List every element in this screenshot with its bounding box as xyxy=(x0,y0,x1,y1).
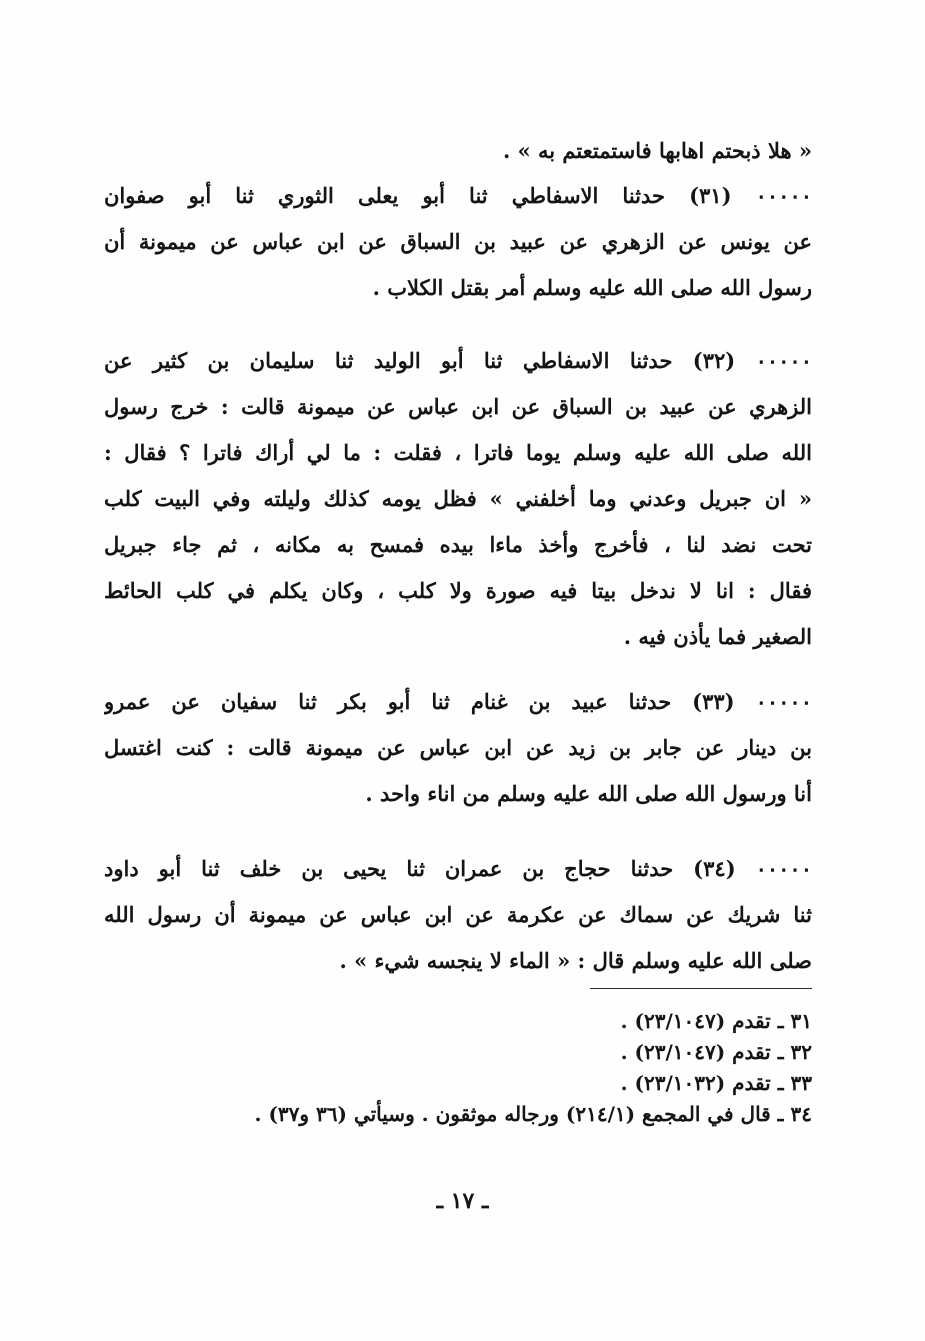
footnote-31: ٣١ ـ تقدم (٢٣/١٠٤٧) . xyxy=(620,1009,812,1033)
footnote-33: ٣٣ ـ تقدم (٢٣/١٠٣٢) . xyxy=(620,1071,812,1095)
text-line: « ان جبريل وعدني وما أخلفني » فظل يومه كذلك وليلته وفي البيت كلب xyxy=(104,486,812,511)
text-line: الصغير فما يأذن فيه . xyxy=(623,624,812,649)
paragraph-hadith-31 xyxy=(104,173,812,311)
text-line: ٠٠٠٠٠ (٣٤) حدثنا حجاج بن عمران ثنا يحيى بن خلف ثنا أبو داود xyxy=(104,856,812,881)
paragraph-hadith-32 xyxy=(104,338,812,660)
footnotes xyxy=(140,1006,812,1130)
paragraph-continuation xyxy=(104,128,812,174)
text-line: ٠٠٠٠٠ (٣١) حدثنا الاسفاطي ثنا أبو يعلى الثوري ثنا أبو صفوان xyxy=(104,183,812,208)
text-line: الزهري عن عبيد بن السباق عن ابن عباس عن ميمونة قالت : خرج رسول xyxy=(104,394,812,419)
text-line: الله صلى الله عليه وسلم يوما فاترا ، فقلت : ما لي أراك فاترا ؟ فقال : xyxy=(104,440,812,465)
text-line: فقال : انا لا ندخل بيتا فيه صورة ولا كلب ، وكان يكلم في كلب الحائط xyxy=(104,578,812,603)
footnote-separator xyxy=(590,988,812,989)
text-line: صلى الله عليه وسلم قال : « الماء لا ينجسه شيء » . xyxy=(339,948,812,973)
text-line: تحت نضد لنا ، فأخرج وأخذ ماءا بيده فمسح به مكانه ، ثم جاء جبريل xyxy=(104,532,812,557)
text-line: رسول الله صلى الله عليه وسلم أمر بقتل الكلاب . xyxy=(372,275,812,300)
footnote-34: ٣٤ ـ قال في المجمع (٢١٤/١) ورجاله موثقون . وسيأتي (٣٦ و٣٧) . xyxy=(254,1102,812,1126)
text-line: أنا ورسول الله صلى الله عليه وسلم من اناء واحد . xyxy=(365,781,812,806)
text-line: بن دينار عن جابر بن زيد عن ابن عباس عن ميمونة قالت : كنت اغتسل xyxy=(104,735,812,760)
page-number: ـ ١٧ ـ xyxy=(436,1188,489,1214)
text-line: ٠٠٠٠٠ (٣٣) حدثنا عبيد بن غنام ثنا أبو بكر ثنا سفيان عن عمرو xyxy=(104,689,812,714)
text-line: عن يونس عن الزهري عن عبيد بن السباق عن ابن عباس عن ميمونة أن xyxy=(104,229,812,254)
paragraph-hadith-33 xyxy=(104,679,812,817)
text-line: ٠٠٠٠٠ (٣٢) حدثنا الاسفاطي ثنا أبو الوليد ثنا سليمان بن كثير عن xyxy=(104,348,812,373)
paragraph-hadith-34 xyxy=(104,846,812,984)
text-line: ثنا شريك عن سماك عن عكرمة عن ابن عباس عن ميمونة أن رسول الله xyxy=(104,902,812,927)
text-line: « هلا ذبحتم اهابها فاستمتعتم به » . xyxy=(502,138,812,163)
footnote-32: ٣٢ ـ تقدم (٢٣/١٠٤٧) . xyxy=(620,1040,812,1064)
